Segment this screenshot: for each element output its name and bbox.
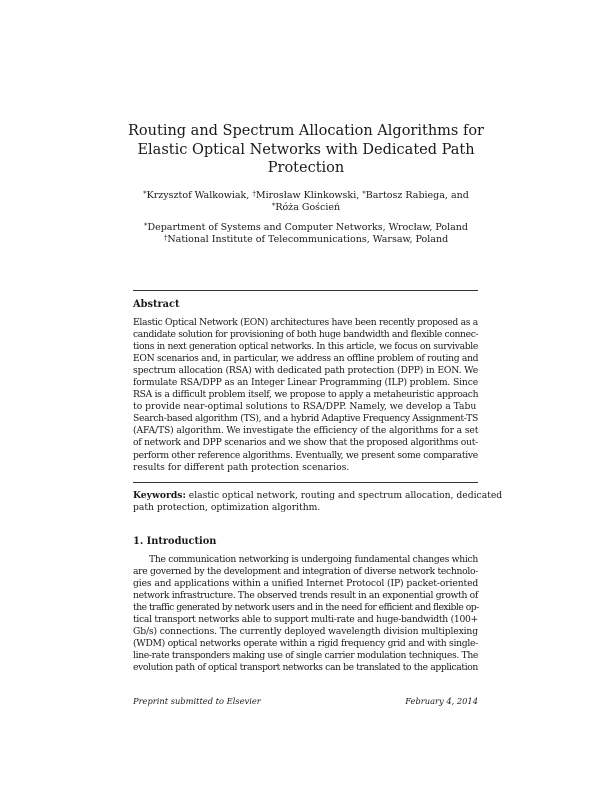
affiliation-1-text: Department of Systems and Computer Networks, Wrocław, Poland: [147, 222, 468, 233]
title-line-3: Protection: [267, 160, 345, 176]
intro-line: are governed by the development and integration of diverse network technolo-: [133, 566, 479, 578]
intro-line: gies and applications within a unified Internet Protocol (IP) packet-oriented: [133, 578, 479, 590]
title-line-2: Elastic Optical Networks with Dedicated Path: [137, 141, 475, 158]
affiliations: [120, 222, 492, 246]
abstract-line: RSA is a difficult problem itself, we propose to apply a metaheuristic approach: [133, 389, 479, 401]
intro-line: tical transport networks able to support multi-rate and huge-bandwidth (100+: [133, 614, 478, 626]
affiliation-mark: *: [271, 202, 276, 210]
keywords-label: Keywords:: [133, 490, 186, 501]
intro-line: evolution path of optical transport networks can be translated to the application: [133, 662, 478, 674]
title-line-1: Routing and Spectrum Allocation Algorithms for: [128, 123, 484, 139]
intro-line: The communication networking is undergoing fundamental changes which: [149, 554, 478, 565]
abstract-line: of network and DPP scenarios and we show that the proposed algorithms out-: [133, 437, 478, 449]
keywords: [133, 490, 503, 514]
affiliation-2-text: National Institute of Telecommunications, Warsaw, Poland: [167, 234, 449, 245]
abstract-line: Search-based algorithm (TS), and a hybrid Adaptive Frequency Assignment-TS: [133, 413, 478, 425]
author-1: Krzysztof Walkowiak,: [146, 190, 253, 201]
keywords-text-1: elastic optical network, routing and spectrum allocation, dedicated: [185, 490, 503, 501]
author-list: [130, 190, 482, 214]
intro-line: line-rate transponders making use of single carrier modulation techniques. The: [133, 650, 479, 662]
abstract-heading: Abstract: [133, 299, 180, 310]
abstract-line: EON scenarios and, in particular, we address an offline problem of routing and: [133, 353, 479, 365]
intro-line: (WDM) optical networks operate within a rigid frequency grid and with single-: [133, 638, 478, 650]
intro-line: Gb/s) connections. The currently deployed wavelength division multiplexing: [133, 626, 478, 638]
abstract-body: [133, 317, 478, 474]
abstract-line: perform other reference algorithms. Eventually, we present some comparative: [133, 449, 478, 461]
paper-title: [120, 122, 492, 178]
author-3: Bartosz Rabiega, and: [365, 190, 469, 201]
affiliation-mark: †: [163, 234, 168, 242]
abstract-line: results for different path protection scenarios.: [133, 461, 350, 473]
affiliation-mark: *: [362, 190, 366, 198]
section-heading-introduction: 1. Introduction: [133, 536, 217, 547]
abstract-line: formulate RSA/DPP as an Integer Linear Programming (ILP) problem. Since: [133, 377, 478, 389]
footer-date: February 4, 2014: [405, 696, 478, 706]
affiliation-2: [120, 234, 492, 246]
keywords-line-1: [133, 490, 503, 502]
introduction-body: [133, 554, 478, 674]
author-2: Mirosław Klinkowski,: [255, 190, 363, 201]
abstract-bottom-rule: [133, 482, 478, 483]
keywords-text-2: path protection, optimization algorithm.: [133, 502, 321, 514]
abstract-line: spectrum allocation (RSA) with dedicated path protection (DPP) in EON. We: [133, 365, 478, 377]
intro-line: network infrastructure. The observed trends result in an exponential growth of: [133, 590, 478, 602]
affiliation-mark: †: [252, 190, 256, 198]
affiliation-mark: *: [143, 190, 147, 198]
footer-preprint-note: Preprint submitted to Elsevier: [133, 696, 261, 706]
affiliation-1: [120, 222, 492, 234]
abstract-line: candidate solution for provisioning of both huge bandwidth and flexible connec-: [133, 329, 479, 341]
abstract-top-rule: [133, 290, 478, 291]
abstract-line: to provide near-optimal solutions to RSA/DPP. Namely, we develop a Tabu: [133, 401, 477, 413]
abstract-line: (AFA/TS) algorithm. We investigate the efficiency of the algorithms for a set: [133, 425, 479, 437]
author-4: Róża Goścień: [275, 202, 341, 213]
abstract-line: tions in next generation optical networks. In this article, we focus on survivable: [133, 341, 479, 353]
affiliation-mark: *: [143, 222, 148, 230]
intro-line: the traffic generated by network users and in the need for efficient and flexible op-: [133, 602, 479, 614]
abstract-line: Elastic Optical Network (EON) architectures have been recently proposed as a: [133, 317, 478, 328]
